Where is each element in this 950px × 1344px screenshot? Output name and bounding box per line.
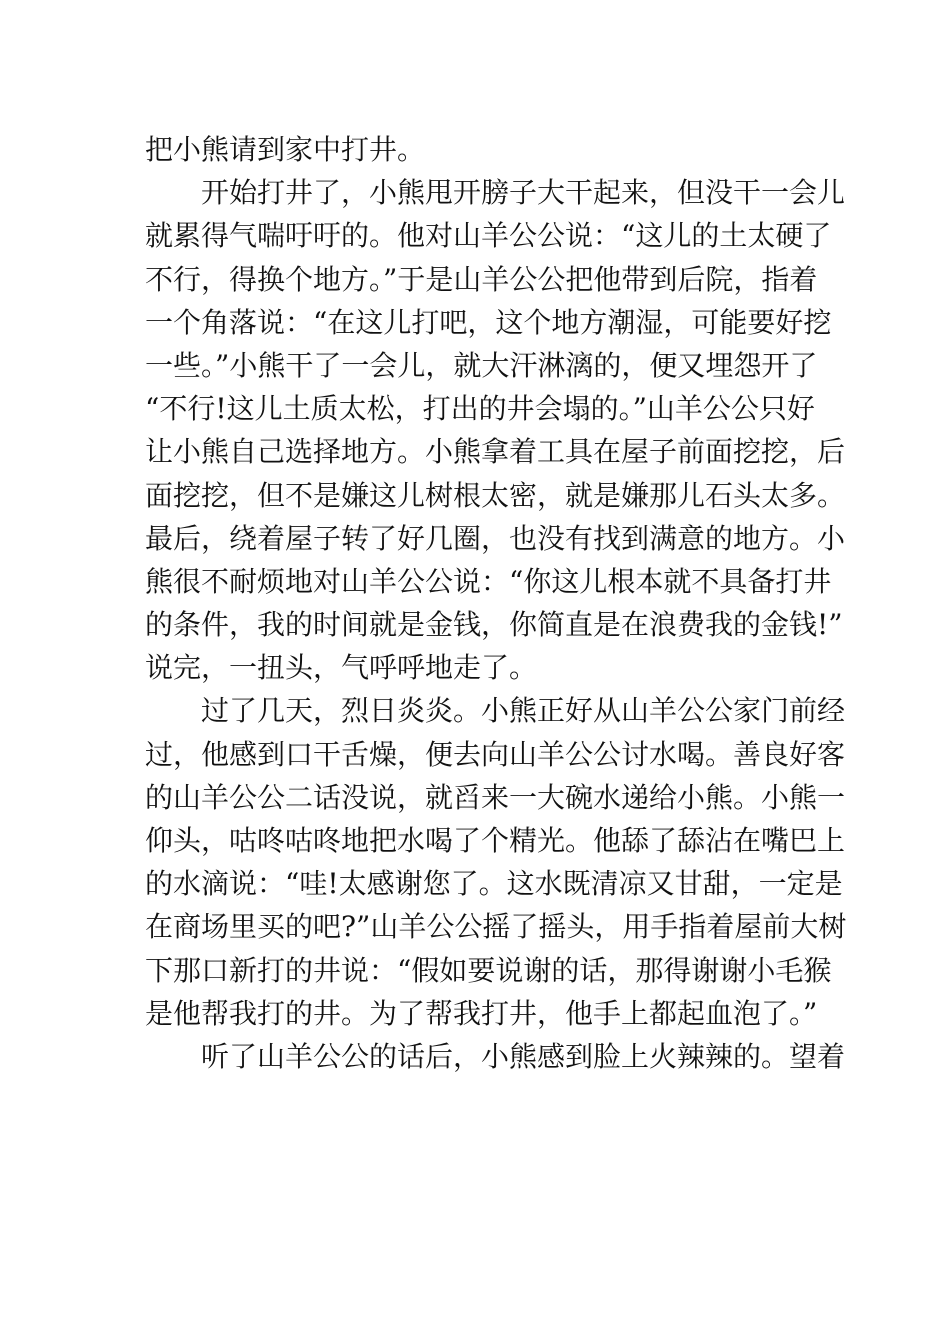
text-line: 就累得气喘吁吁的。他对山羊公公说：“这儿的土太硬了 [145, 219, 832, 253]
text-line: 让小熊自己选择地方。小熊拿着工具在屋子前面挖挖，后 [145, 435, 846, 469]
text-line: 面挖挖，但不是嫌这儿树根太密，就是嫌那儿石头太多。 [145, 478, 846, 512]
text-line: 一些。”小熊干了一会儿，就大汗淋漓的，便又埋怨开了 [145, 348, 818, 382]
text-line: 的条件，我的时间就是金钱，你简直是在浪费我的金钱!” [145, 608, 843, 642]
text-line: 是他帮我打的井。为了帮我打井，他手上都起血泡了。” [145, 996, 818, 1030]
text-line: 一个角落说：“在这儿打吧，这个地方潮湿，可能要好挖 [145, 305, 832, 339]
text-line: 过，他感到口干舌燥，便去向山羊公公讨水喝。善良好客 [145, 737, 846, 771]
text-line: 熊很不耐烦地对山羊公公说：“你这儿根本就不具备打井 [145, 564, 832, 598]
paragraph-first-line: 开始打井了，小熊甩开膀子大干起来，但没干一会儿 [201, 176, 846, 210]
text-line: 仰头，咕咚咕咚地把水喝了个精光。他舔了舔沾在嘴巴上 [145, 824, 846, 857]
text-line: “不行!这儿土质太松，打出的井会塌的。”山羊公公只好 [145, 392, 815, 426]
paragraph-first-line: 过了几天，烈日炎炎。小熊正好从山羊公公家门前经 [201, 694, 846, 728]
text-line: 把小熊请到家中打井。 [145, 133, 426, 166]
text-line: 说完，一扭头，气呼呼地走了。 [145, 651, 538, 685]
text-line: 的山羊公公二话没说，就舀来一大碗水递给小熊。小熊一 [145, 780, 846, 814]
text-line: 的水滴说：“哇!太感谢您了。这水既清凉又甘甜，一定是 [145, 867, 843, 901]
text-line: 不行，得换个地方。”于是山羊公公把他带到后院，指着 [145, 262, 818, 296]
text-line: 最后，绕着屋子转了好几圈，也没有找到满意的地方。小 [145, 521, 846, 555]
text-line: 在商场里买的吧?”山羊公公摇了摇头，用手指着屋前大树 [145, 910, 847, 944]
text-line: 下那口新打的井说：“假如要说谢的话，那得谢谢小毛猴 [145, 953, 832, 987]
paragraph-first-line: 听了山羊公公的话后，小熊感到脸上火辣辣的。望着 [201, 1039, 846, 1073]
document-body [145, 128, 847, 1078]
